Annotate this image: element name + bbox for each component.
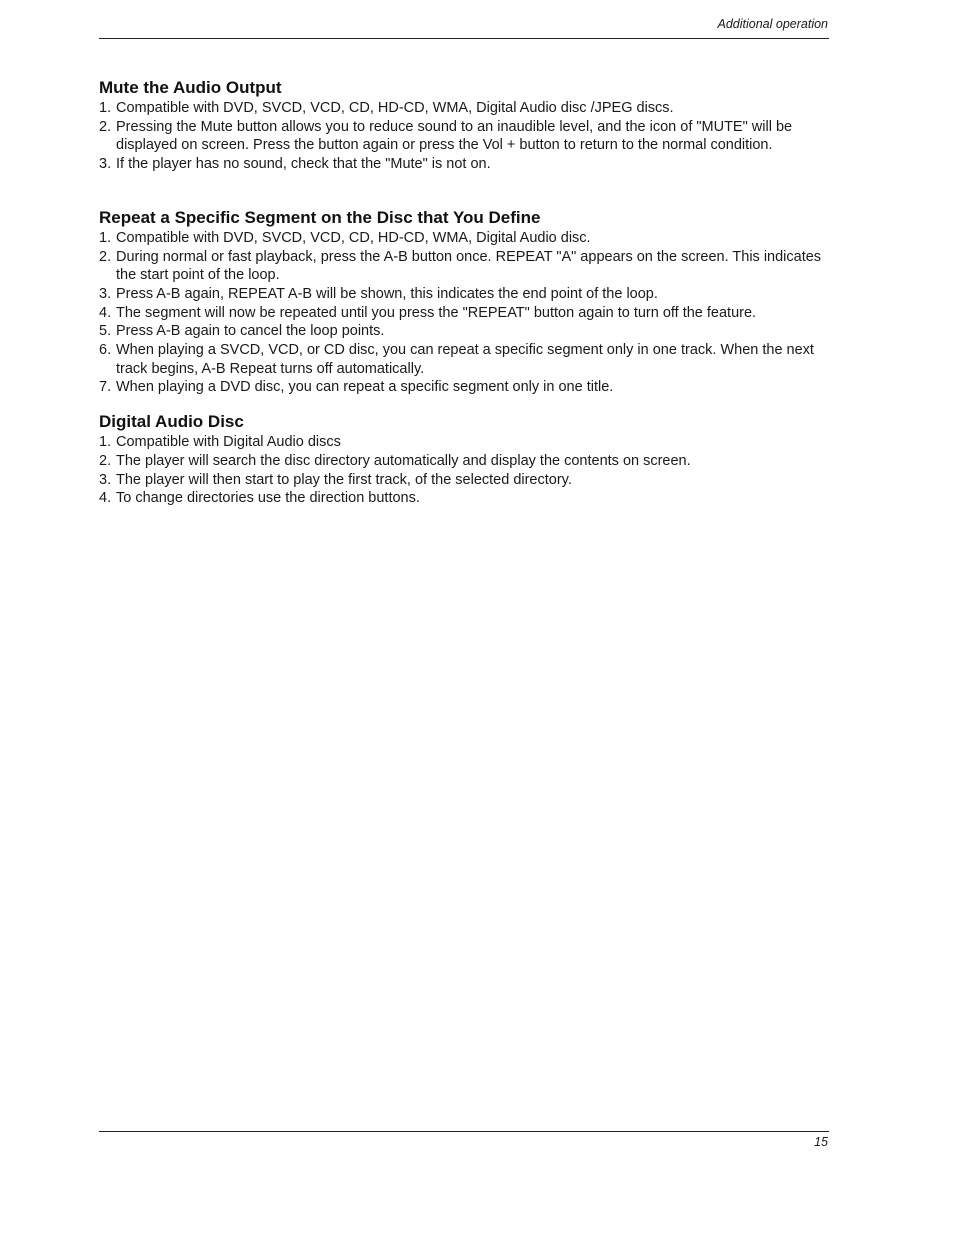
list-item xyxy=(99,155,829,174)
list-item xyxy=(99,118,829,155)
section-repeat-segment xyxy=(99,207,829,397)
item-text: To change directories use the direction buttons. xyxy=(116,490,420,507)
section-title: Digital Audio Disc xyxy=(99,412,244,432)
item-text: Press A-B again, REPEAT A-B will be shown, this indicates the end point of the loop. xyxy=(116,285,658,302)
item-number: 1. xyxy=(99,100,112,116)
section-title: Mute the Audio Output xyxy=(99,78,282,97)
item-number: 4. xyxy=(99,304,112,321)
list-item xyxy=(99,341,829,378)
page-number: 15 xyxy=(814,1135,828,1149)
item-number: 3. xyxy=(99,285,112,302)
list-item xyxy=(99,229,829,248)
instruction-list xyxy=(99,433,829,508)
list-item xyxy=(99,99,829,118)
item-number: 7. xyxy=(99,379,112,396)
running-head: Additional operation xyxy=(717,17,828,31)
list-item xyxy=(99,304,829,323)
header-rule xyxy=(99,38,829,39)
list-item xyxy=(99,489,829,508)
item-text: The player will then start to play the first track, of the selected directory. xyxy=(116,471,572,488)
instruction-list xyxy=(99,229,829,397)
item-text: Pressing the Mute button allows you to reduce sound to an inaudible level, and the icon of "MUTE" will be displayed on screen. Press the button again or press the Vol + button to return to the normal condition. xyxy=(116,118,793,154)
item-number: 4. xyxy=(99,490,112,507)
item-number: 6. xyxy=(99,342,112,359)
item-number: 3. xyxy=(99,156,112,173)
item-number: 2. xyxy=(99,248,112,265)
instruction-list xyxy=(99,99,829,174)
item-text: The segment will now be repeated until you press the "REPEAT" button again to turn off the feature. xyxy=(116,304,757,321)
item-number: 2. xyxy=(99,118,112,135)
item-text: Compatible with Digital Audio discs xyxy=(116,434,341,451)
list-item xyxy=(99,322,829,341)
item-text: Press A-B again to cancel the loop points. xyxy=(116,323,385,340)
list-item xyxy=(99,378,829,397)
section-digital-audio-disc xyxy=(99,411,829,508)
item-text: Compatible with DVD, SVCD, VCD, CD, HD-CD, WMA, Digital Audio disc. xyxy=(116,229,591,246)
section-title: Repeat a Specific Segment on the Disc that You Define xyxy=(99,207,541,227)
item-text: If the player has no sound, check that the "Mute" is not on. xyxy=(116,156,491,173)
item-number: 2. xyxy=(99,452,112,469)
item-text: Compatible with DVD, SVCD, VCD, CD, HD-CD, WMA, Digital Audio disc /JPEG discs. xyxy=(116,100,674,116)
item-text: When playing a SVCD, VCD, or CD disc, you can repeat a specific segment only in one track. When the next track begins, A-B Repeat turns off automatically. xyxy=(116,342,814,377)
item-number: 3. xyxy=(99,471,112,488)
list-item xyxy=(99,285,829,304)
footer-rule xyxy=(99,1131,829,1132)
list-item xyxy=(99,471,829,490)
item-text: The player will search the disc directory automatically and display the contents on screen. xyxy=(116,452,691,469)
section-mute-audio xyxy=(99,77,829,174)
item-number: 1. xyxy=(99,229,112,246)
item-number: 5. xyxy=(99,323,112,340)
list-item xyxy=(99,452,829,471)
item-text: When playing a DVD disc, you can repeat a specific segment only in one title. xyxy=(116,379,614,396)
item-number: 1. xyxy=(99,434,112,451)
item-text: During normal or fast playback, press the A-B button once. REPEAT "A" appears on the screen. This indicates the start point of the loop. xyxy=(116,248,822,284)
page-content xyxy=(99,77,829,508)
list-item xyxy=(99,433,829,452)
list-item xyxy=(99,248,829,285)
